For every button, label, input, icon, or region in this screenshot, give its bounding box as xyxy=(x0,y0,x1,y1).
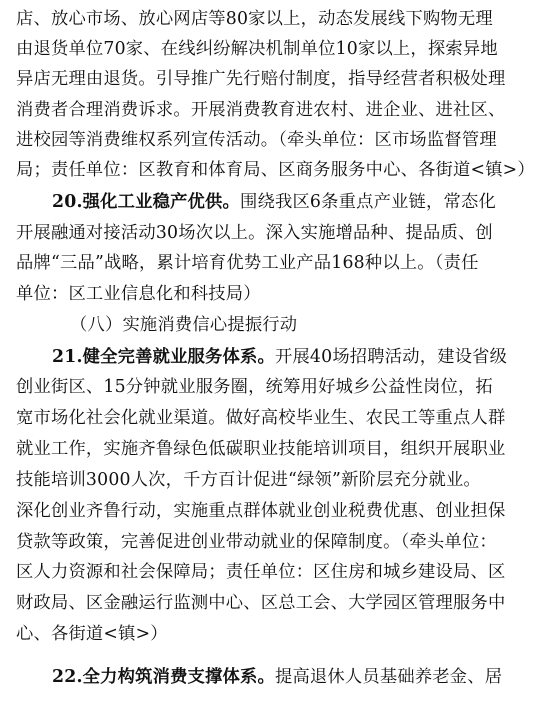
item-22-text: 提高退休人员基础养老金、居 xyxy=(274,667,503,687)
item-20-heading: 20.强化工业稳产优供。 xyxy=(52,192,240,212)
paragraph-line: 局；责任单位：区教育和体育局、区商务服务中心、各街道<镇>） xyxy=(16,160,535,180)
item-20-line: 单位：区工业信息化和科技局） xyxy=(16,284,261,304)
item-22-heading: 22.全力构筑消费支撑体系。 xyxy=(52,667,275,687)
item-21-line: 技能培训3000人次，千方百计促进“绿领”新阶层充分就业。 xyxy=(16,470,481,490)
item-21-line: 宽市场化社会化就业渠道。做好高校毕业生、农民工等重点人群 xyxy=(16,408,506,428)
item-20-text: 围绕我区6条重点产业链，常态化 xyxy=(240,192,496,212)
item-21-line: 区人力资源和社会保障局；责任单位：区住房和城乡建设局、区 xyxy=(16,562,506,582)
item-21-line: 创业街区、15分钟就业服务圈，统筹用好城乡公益性岗位，拓 xyxy=(16,377,493,397)
item-21-line: 深化创业齐鲁行动，实施重点群体就业创业税费优惠、创业担保 xyxy=(16,501,506,521)
item-21-text: 开展40场招聘活动，建设省级 xyxy=(274,347,508,367)
item-20-first-line xyxy=(52,187,496,217)
section-heading: （八）实施消费信心提振行动 xyxy=(70,315,298,335)
item-21-line: 财政局、区金融运行监测中心、区总工会、大学园区管理服务中 xyxy=(16,593,506,613)
paragraph-line: 异店无理由退货。引导推广先行赔付制度，指导经营者积极处理 xyxy=(16,69,506,89)
item-21-line: 心、各街道<镇>） xyxy=(16,624,168,644)
paragraph-line: 消费者合理消费诉求。开展消费教育进农村、进企业、进社区、 xyxy=(16,100,506,120)
item-21-heading: 21.健全完善就业服务体系。 xyxy=(52,347,275,367)
item-20-line: 品牌“三品”战略，累计培育优势工业产品168种以上。（责任 xyxy=(16,253,479,273)
item-20-line: 开展融通对接活动30场次以上。深入实施增品种、提品质、创 xyxy=(16,223,493,243)
paragraph-line: 进校园等消费维权系列宣传活动。（牵头单位：区市场监督管理 xyxy=(16,130,497,150)
paragraph-line: 由退货单位70家、在线纠纷解决机制单位10家以上，探索异地 xyxy=(16,39,498,59)
item-21-first-line xyxy=(52,342,507,372)
item-21-line: 就业工作，实施齐鲁绿色低碳职业技能培训项目，组织开展职业 xyxy=(16,439,506,459)
item-22-first-line xyxy=(52,662,502,692)
paragraph-line: 店、放心市场、放心网店等80家以上，动态发展线下购物无理 xyxy=(16,9,493,29)
item-21-line: 贷款等政策，完善促进创业带动就业的保障制度。（牵头单位： xyxy=(16,532,497,552)
